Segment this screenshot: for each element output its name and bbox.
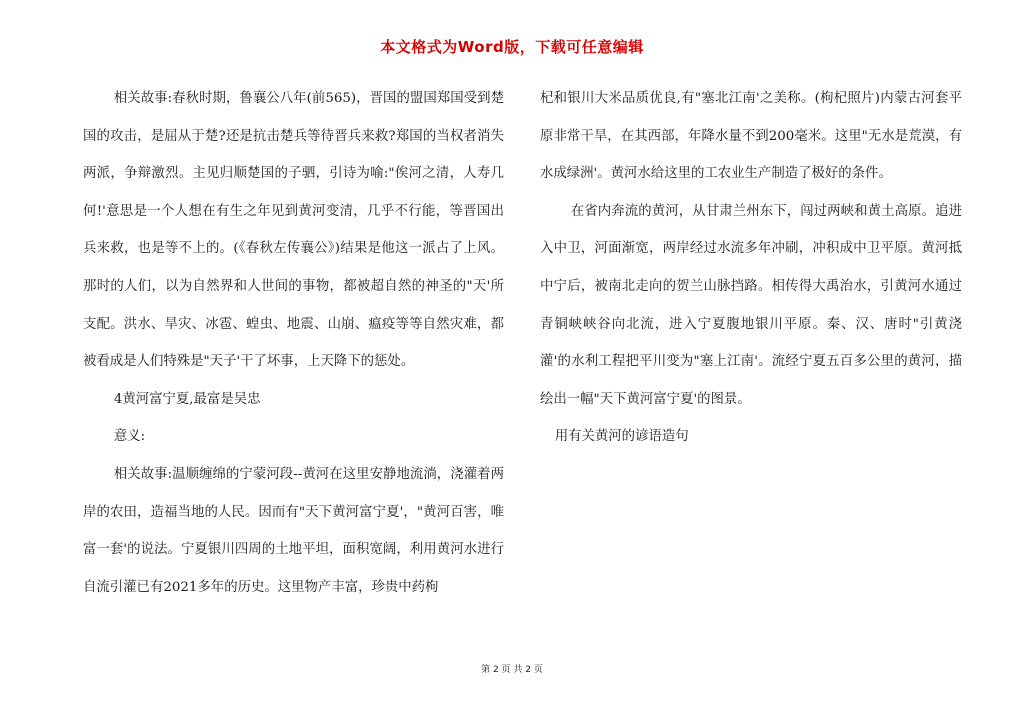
page-number: 第 2 页 共 2 页 [481, 665, 543, 675]
left-column [83, 80, 504, 606]
yellow-river-paragraph: 在省内奔流的黄河，从甘肃兰州东下，闯过两峡和黄土高原。追进入中卫，河面渐宽，两岸经过水流多年冲刷，冲积成中卫平原。黄河抵中宁后，被南北走向的贺兰山脉挡路。相传得大禹治水，引黄河水通过青铜峡峡谷向北流，进入宁夏腹地银川平原。秦、汉、唐时"引黄浇灌'的水利工程把平川变为"塞上江南'。流经宁夏五百多公里的黄河，描绘出一幅"天下黄河富宁夏'的图景。 [540, 203, 962, 407]
continued-paragraph: 杞和银川大米品质优良,有"塞北江南'之美称。(枸杞照片)内蒙古河套平原非常干旱，在其西部，年降水量不到200毫米。这里"无水是荒漠，有水成绿洲'。黄河水给这里的工农业生产制造了极好的条件。 [540, 91, 962, 182]
meaning-label: 意义: [113, 429, 146, 445]
section-heading: 4黄河富宁夏,最富是吴忠 [113, 391, 261, 407]
proverb-prompt: 用有关黄河的谚语造句 [554, 429, 689, 445]
right-column [540, 80, 962, 456]
story-paragraph-2: 相关故事:温顺缠绵的宁蒙河段--黄河在这里安静地流淌，浇灌着两岸的农田，造福当地的人民。因而有"天下黄河富宁夏'，"黄河百害，唯富一套'的说法。宁夏银川四周的土地平坦，面积宽阔，利用黄河水进行自流引灌已有2021多年的历史。这里物产丰富，珍贵中药枸 [83, 466, 504, 595]
story-paragraph-1: 相关故事:春秋时期，鲁襄公八年(前565)，晋国的盟国郑国受到楚国的攻击，是屈从于楚?还是抗击楚兵等待晋兵来救?郑国的当权者消失两派，争辩激烈。主见归顺楚国的子驷，引诗为喻:"俟河之清，人寿几何!'意思是一个人想在有生之年见到黄河变清，几乎不行能，等晋国出兵来救，也是等不上的。(《春秋左传襄公》)结果是他这一派占了上风。那时的人们，以为自然界和人世间的事物，都被超自然的神圣的"天'所支配。洪水、旱灾、冰雹、蝗虫、地震、山崩、瘟疫等等自然灾难，都被看成是人们特殊是"天子'干了坏事，上天降下的惩处。 [83, 91, 504, 370]
document-header: 本文格式为Word版，下载可任意编辑 [380, 38, 644, 56]
